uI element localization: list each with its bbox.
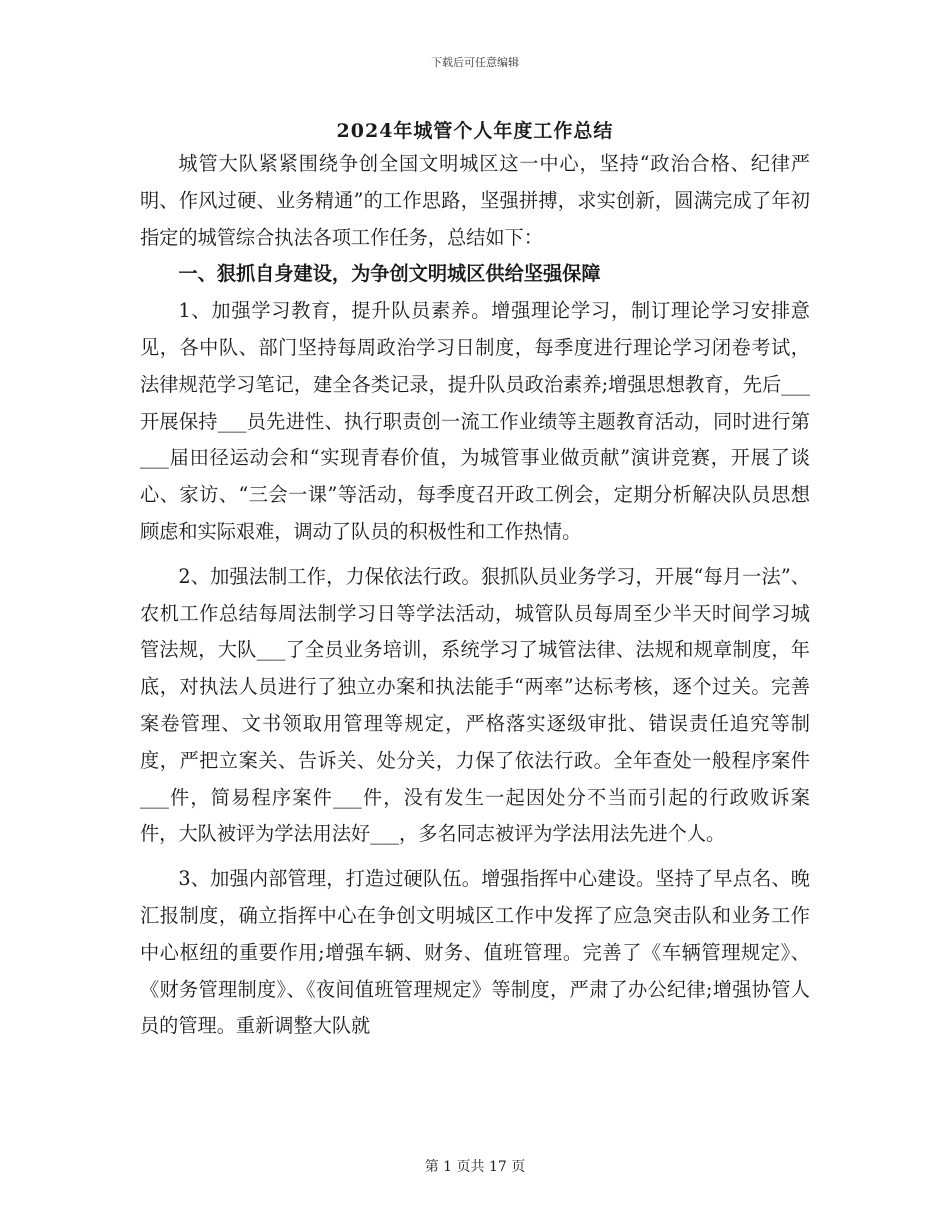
- document-body: [140, 146, 810, 1045]
- paragraph-3: 3、加强内部管理，打造过硬队伍。增强指挥中心建设。坚持了早点名、晚汇报制度，确立指挥中心在争创文明城区工作中发挥了应急突击队和业务工作中心枢纽的重要作用;增强车辆、财务、值班管理。完善了《车辆管理规定》、《财务管理制度》、《夜间值班管理规定》等制度，严肃了办公纪律;增强协管人员的管理。重新调整大队就: [140, 867, 810, 1038]
- section-heading: 一、狠抓自身建设，为争创文明城区供给坚强保障: [178, 262, 601, 286]
- paragraph-2: 2、加强法制工作，力保依法行政。狠抓队员业务学习，开展“每月一法”、农机工作总结每周法制学习日等学法活动，城管队员每周至少半天时间学习城管法规，大队___了全员业务培训，系统学习了城管法律、法规和规章制度，年底，对执法人员进行了独立办案和执法能手“两率”达标考核，逐个过关。完善案卷管理、文书领取用管理等规定，严格落实逐级审批、错误责任追究等制度，严把立案关、告诉关、处分关，力保了依法行政。全年查处一般程序案件___件，简易程序案件___件，没有发生一起因处分不当而引起的行政败诉案件，大队被评为学法用法好___，多名同志被评为学法用法先进个人。: [140, 564, 810, 846]
- document-title: 2024年城管个人年度工作总结: [336, 120, 614, 142]
- paragraph-1: 1、加强学习教育，提升队员素养。增强理论学习，制订理论学习安排意见，各中队、部门坚持每周政治学习日制度，每季度进行理论学习闭卷考试，法律规范学习笔记，建全各类记录，提升队员政治素养;增强思想教育，先后___开展保持___员先进性、执行职责创一流工作业绩等主题教育活动，同时进行第___届田径运动会和“实现青春价值，为城管事业做贡献”演讲竞赛，开展了谈心、家访、“三会一课”等活动，每季度召开政工例会，定期分析解决队员思想顾虑和实际艰难，调动了队员的积极性和工作热情。: [140, 299, 810, 543]
- header-note: 下载后可任意编辑: [431, 56, 519, 69]
- page-number-footer: 第 1 页共 17 页: [424, 1159, 526, 1175]
- intro-paragraph: 城管大队紧紧围绕争创全国文明城区这一中心，坚持“政治合格、纪律严明、作风过硬、业务精通”的工作思路，坚强拼搏，求实创新，圆满完成了年初指定的城管综合执法各项工作任务，总结如下：: [140, 152, 810, 249]
